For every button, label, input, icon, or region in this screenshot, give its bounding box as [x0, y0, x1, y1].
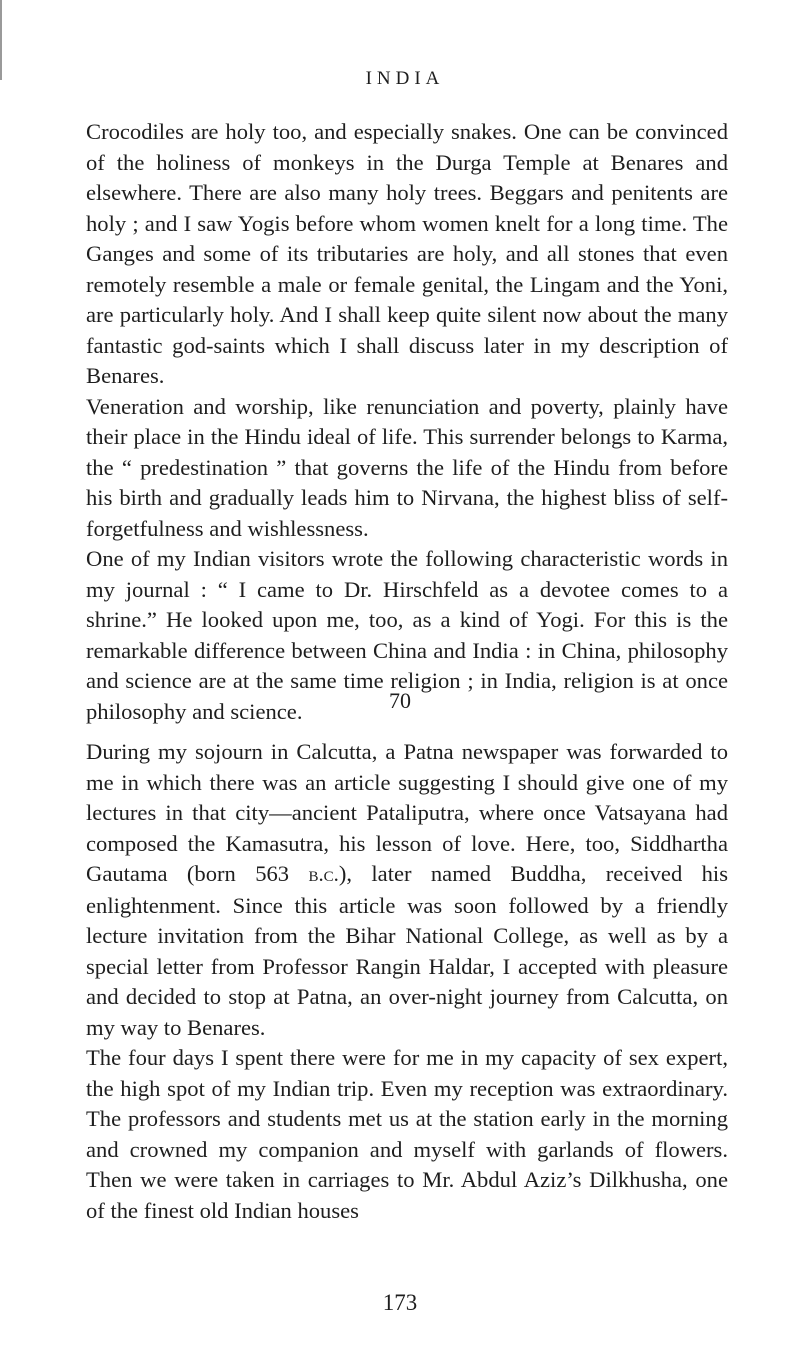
paragraph-text: ), later named Buddha, received his enlightenment. Since this article was soon followed by a friendly lecture invitation from the Bihar National College, as well as by a special letter from Professor Rangin Haldar, I accepted with pleasure and decided to stop at Patna, an over-night journey from Calcutta, on my way to Benares. — [86, 861, 728, 1040]
paragraph — [86, 737, 728, 1043]
section-number: 70 — [389, 688, 411, 713]
paragraph-text: During my sojourn in Calcutta, a Patna newspaper was forwarded to me in which there was an article suggesting I should give one of my lectures in that city—ancient Pataliputra, where once Vatsayana had composed the Kamasutra, his lesson of love. Here, too, Siddhartha Gautama (born 563 — [86, 739, 728, 886]
text-block-top — [86, 117, 728, 727]
paragraph: One of my Indian visitors wrote the following characteristic words in my journal : “ I came to Dr. Hirschfeld as a devotee comes to a shrine.” He looked upon me, too, as a kind of Yogi. For this is the remarkable difference between China and India : in China, philosophy and science are at the same time religion ; in India, religion is at once philosophy and science. — [86, 546, 728, 724]
paragraph: Crocodiles are holy too, and especially snakes. One can be convinced of the holiness of monkeys in the Durga Temple at Benares and elsewhere. There are also many holy trees. Beggars and penitents are holy ; and I saw Yogis before whom women knelt for a long time. The Ganges and some of its tributaries are holy, and all stones that even remotely resemble a male or female genital, the Lingam and the Yoni, are particularly holy. And I shall keep quite silent now about the many fantastic god-saints which I shall discuss later in my description of Benares. — [86, 119, 728, 388]
era-abbreviation: b.c. — [308, 863, 339, 886]
text-block-bottom — [86, 737, 728, 1226]
paragraph: Veneration and worship, like renunciation and poverty, plainly have their place in the Hindu ideal of life. This surrender belongs to Karma, the “ predestination ” that governs the life of the Hindu from before his birth and gradually leads him to Nirvana, the highest bliss of self-forgetfulness and wishlessness. — [86, 393, 728, 541]
page-number: 173 — [382, 1290, 418, 1315]
running-head: INDIA — [365, 68, 445, 89]
paragraph: The four days I spent there were for me in my capacity of sex expert, the high spot of my Indian trip. Even my reception was extraordinary. The professors and students met us at the station early in the morning and crowned my companion and myself with garlands of flowers. Then we were taken in carriages to Mr. Abdul Aziz’s Dilkhusha, one of the finest old Indian houses — [86, 1045, 728, 1223]
